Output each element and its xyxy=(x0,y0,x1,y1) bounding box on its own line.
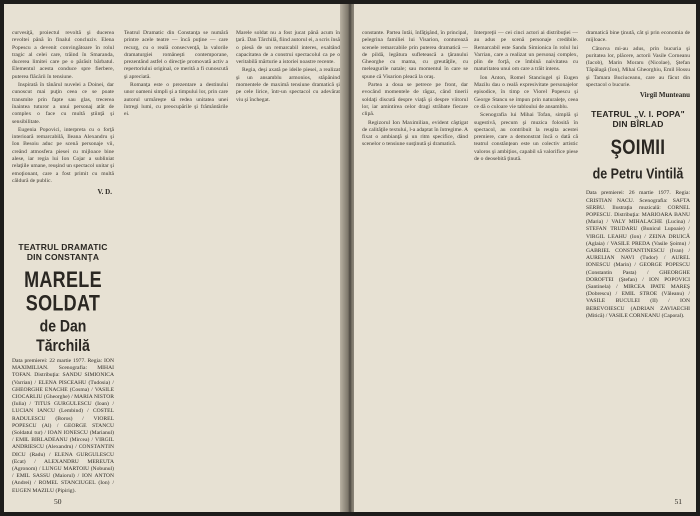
article-paragraph: Scenografia lui Mihai Tofan, simplă şi sugestivă, precum şi muzica folosită în spectacol, au contribuit la reuşita acestei premiere, care a demonstrat încă o dată că teatrul constănţean este un colectiv artistic valoros şi ambiţios, capabil să valorifice piese de o deosebită ţinută. xyxy=(474,112,578,163)
article-paragraph: Câtorva mi-au adus, prin bucuria şi puritatea lor, plăcere, actorii Vasile Corneanu (Iacob), Marin Moraru (Nicolae), Ştefan Tăpălagă (Ion), Mihai Gheorghiu, Emil Hossu şi Tamara Buciuceanu, care au făcut din spectacol o bucurie. xyxy=(586,45,690,89)
right-col-2 xyxy=(474,30,578,164)
play-title: MARELE SOLDAT xyxy=(24,266,102,316)
production-credits: Data premierei: 22 martie 1977. Regia: ION MAXIMILIAN. Scenografia: MIHAI TOFAN. Distribuţia: SANDU SIMIONICA (Varrian) / ELENA PISCEAHU (Tudosia) / GHEORGHE ENACHE (Cosma) / VASILE CIOCARLIU (Gheorghe) / MARIA NISTOR (Iulia) / TITUS GURGULESCU (Ioan) / LUCIAN IANCU (Lembind) / COSTEL RADULESCU (Boros) / VIOREL POPESCU (Al) / GEORGE STANCU (Soldatul tur) / IOAN IONESCU (Marianul) / EMIL BIRLADEANU (Mircea) / VIRGIL ANDRIESCU (Alexandru) / CONSTANTIN DICU (Radu) / ELENA GURGULESCU (Ecat) / ALEXANDRU MEREUTA (Agronom) / LUNGU MARTOIU (Nobunul) / EMIL SASSU (Maiorul) / ION ANTON (Andrei) / ROMEL STANCIUGEL (Ion) / EUGEN MAZILU (Pipirig). xyxy=(12,358,114,494)
article-paragraph: Interpreţii — cei cinci actori ai distribuţiei — au adus pe scenă personaje credibile. Remarcabil este Sandu Simionica în rolul lui Varrian, care a realizat un personaj complex, plin de forţă, ce îmbină naivitatea cu maturitatea unui om care a trăit intens. xyxy=(474,30,578,73)
article-paragraph: curvesiţă, proiectul revoltă şi ducerea revoltei până în finalul concluziv. Elena Popescu a devenit convingătoare în rolul tragic al celei care, trăind în Smaranda, ducerea limitei care pe o părăsit bărbatul. Elementul acesta conduce spre fierbere, puterea flăcării în tensiune. xyxy=(12,30,114,80)
play-author: de Dan Tărchilă xyxy=(36,316,90,355)
left-page xyxy=(4,4,346,512)
article-paragraph: Inspirată în tânărul nuvelei a Doinei, dar cunoscut mai puţin ceea ce se poate transmite prin fapte sau glas, trecerea înaintea tuturor a unui personaj atât de complex o face cu multă ştiinţă şi sensibilitate. xyxy=(12,82,114,125)
article-paragraph: Partea a doua se petrece pe front, dar evocând momentele de răgaz, când tinerii soldaţi discută despre viaţă şi despre viitorul lor, iar amintirea celor dragi străbate fiecare clipă. xyxy=(362,82,468,118)
article-paragraph: Regia, deşi axată pe ideile piesei, a realizat şi un ansamblu armonios, stăpânind momentele de maximă tensiune dramatică şi pe cele lirice, într-un spectacol cu adevărat viu şi închegat. xyxy=(236,67,340,103)
left-col-3 xyxy=(236,30,340,105)
article-paragraph: constante. Partea întâi, înfăţişând, în principal, pelegrina familiei lui Visarion, conturează scenele remarcabile prin puterea dramatică — de pildă, legătura sufletească a ţăranului Gheorghe cu mama, cu greutăţile, cu meleagurile natale; sau momentul în care se spune că Visarion pleacă la oraş. xyxy=(362,30,468,80)
production-credits: Data premierei: 26 martie 1977. Regia: CRISTIAN NACU. Scenografia: SAFTA SERBU. Ilustraţia muzicală: CORNEL POPESCU. Distribuţia: MARIOARA BANU (Maria) / VALY MIHALACHE (Lucina) / STEFAN TRUDARU (Bunicul Lupoaie) / VIRGIL LEAHU (Ion) / ZEINA DRUICĂ (Aglaia) / VASILE PREDA (Vasile Şoimu) / GABRIEL CONSTANTINESCU (Ivan) / AURELIAN NAVI (Tudor) / AUREL IONESCU (Marin) / GEORGE POPESCU (Constantin Pasta) / GHEORGHE DOROFTEI (Ştefan) / ION POPOVICI (Santinela) / MIRCEA IPATE MAREŞ (Dobrescu) / EMIL STROE (Văleanu) / VASILE BUCULEI (II) / ION BEREVOIESCU (ADRIAN ZAVIAECHI (Mitică) / VASILE CORNEANU (Caporal). xyxy=(586,190,690,319)
review-signature: Virgil Munteanu xyxy=(639,91,690,100)
article-paragraph: Romanţa este o prezentare a destinului unor oameni simpli şi a timpului lor, prin care autorul urmăreşte să redea unitatea unei întregi lumi, cu preocupările şi frământările ei. xyxy=(124,82,228,118)
right-page xyxy=(354,4,696,512)
article-paragraph: Regizorul Ion Maximilian, evident câştigat de calităţile textului, l-a adaptat în întregime. A fixat o ambianţă şi un ritm specifice, dând scenelor o tensiune susţinută şi dramatică. xyxy=(362,119,468,148)
article-paragraph: dramatică bine ţinută, cât şi prin economia de mijloace. xyxy=(586,30,690,44)
article-paragraph: Ion Anton, Romel Stanciugel şi Eugen Mazilu dau o reală expresivitate personajelor episodice, în timp ce Viorel Popescu şi George Stancu se impun prin naturaleţe, ceea ce dă o culoare vie tabloului de ansamblu. xyxy=(474,74,578,110)
play-author: de Petru Vintilă xyxy=(592,165,684,183)
left-review-header xyxy=(12,242,114,495)
right-col-1 xyxy=(362,30,468,150)
article-paragraph: Teatrul Dramatic din Constanţa se numără printre acele teatre — încă puţine — care recurg, cu o reală consecvenţă, la valorile dramaturgiei româneşti contemporane, prezentând astfel o direcţie promovată activ a repertoriului original, ce merită a fi cunoscută şi apreciată. xyxy=(124,30,228,80)
article-paragraph: Marele soldat nu a fost jucat până acum în ţară. Dan Tărchilă, fiind autorul ei, a scris însă o piesă de un remarcabil interes, exaltând capacitatea de a construi spectacolul ca pe o veritabilă mărturie a istoriei noastre recente. xyxy=(236,30,340,66)
page-number: 50 xyxy=(54,497,62,506)
left-col-1 xyxy=(12,30,114,202)
theatre-title: TEATRUL „V. I. POPA" DIN BÎRLAD xyxy=(591,109,685,130)
article-paragraph: Eugenia Popovici, interpreta cu o forţă interioară remarcabilă, Ileana Alexandru şi Ion Besoiu aduc pe scenă personaje vii, creând atmosfera piesei cu mijloace bine alese, iar regia lui Ion Cojar a subliniat relaţiile umane, reuşind un spectacol unitar şi emoţionant, care a fost primit cu multă căldură de public. xyxy=(12,126,114,184)
theatre-title: TEATRUL DRAMATIC DIN CONSTANŢA xyxy=(18,242,108,262)
page-number: 51 xyxy=(674,497,682,506)
review-signature: V. D. xyxy=(97,188,112,197)
play-title: ŞOIMII xyxy=(610,135,666,160)
left-col-2 xyxy=(124,30,228,120)
right-col-3 xyxy=(586,30,690,320)
